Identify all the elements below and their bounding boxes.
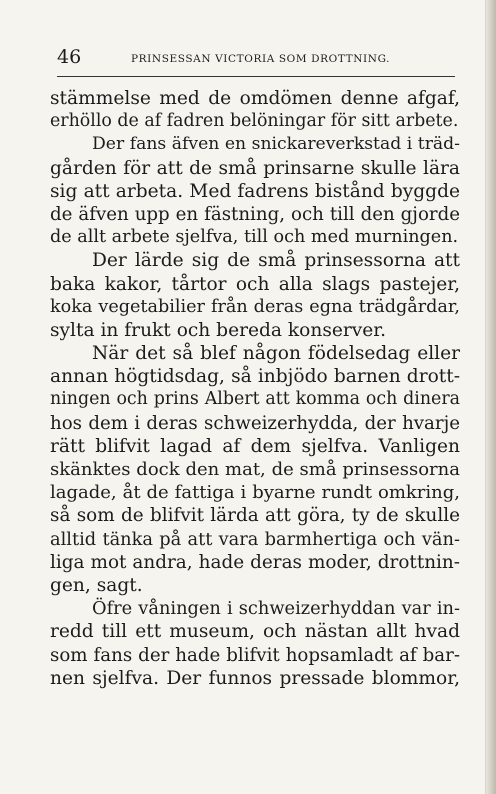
- text-line: baka kakor, tårtor och alla slags pastejer,: [50, 273, 460, 295]
- page-number: 46: [57, 46, 82, 68]
- text-line: lagade, åt de fattiga i byarne rundt omkring,: [50, 482, 460, 504]
- text-line: När det så blef någon födelsedag eller: [92, 343, 460, 365]
- body-text: [50, 87, 460, 690]
- text-line: annan högtidsdag, så inbjödo barnen drott-: [50, 366, 460, 388]
- text-line: liga mot andra, hade deras moder, drottnin-: [50, 551, 460, 573]
- text-line: erhöllo de af fadren belöningar för sitt arbete.: [50, 111, 459, 132]
- text-line: skänktes dock den mat, de små prinsessorna: [50, 459, 460, 480]
- text-line: sylta in frukt och bereda konserver.: [50, 319, 387, 341]
- running-title: PRINSESSAN VICTORIA SOM DROTTNING.: [131, 53, 391, 65]
- page-edge: [485, 0, 496, 794]
- text-line: så som de blifvit lärda att göra, ty de skulle: [50, 505, 460, 527]
- page-header: [57, 46, 457, 70]
- header-rule: [57, 76, 455, 77]
- text-line: de allt arbete sjelfva, till och med murningen.: [50, 227, 459, 248]
- text-line: Öfre våningen i schweizerhyddan var in-: [92, 598, 460, 620]
- text-line: nen sjelfva. Der funnos pressade blommor,: [50, 667, 460, 689]
- text-line: koka vegetabilier från deras egna trädgårdar,: [50, 296, 460, 317]
- text-line: redd till ett museum, och nästan allt hvad: [50, 621, 460, 643]
- text-line: som fans der hade blifvit hopsamladt af bar-: [50, 644, 460, 666]
- text-line: de äfven upp en fästning, och till den gjorde: [50, 203, 460, 225]
- text-line: hos dem i deras schweizerhydda, der hvarje: [50, 412, 460, 434]
- text-line: ningen och prins Albert att komma och dinera: [50, 389, 460, 410]
- text-line: rätt blifvit lagad af dem sjelfva. Vanligen: [50, 435, 460, 457]
- text-line: Der fans äfven en snickareverkstad i träd-: [92, 134, 460, 155]
- text-line: gen, sagt.: [50, 574, 143, 596]
- text-line: stämmelse med de omdömen denne afgaf,: [50, 88, 460, 109]
- text-line: sig att arbeta. Med fadrens bistånd byggde: [50, 180, 460, 202]
- text-line: Der lärde sig de små prinsessorna att: [92, 250, 460, 272]
- text-line: gården för att de små prinsarne skulle lära: [50, 157, 460, 179]
- text-line: alltid tänka på att vara barmhertiga och vän-: [50, 528, 460, 550]
